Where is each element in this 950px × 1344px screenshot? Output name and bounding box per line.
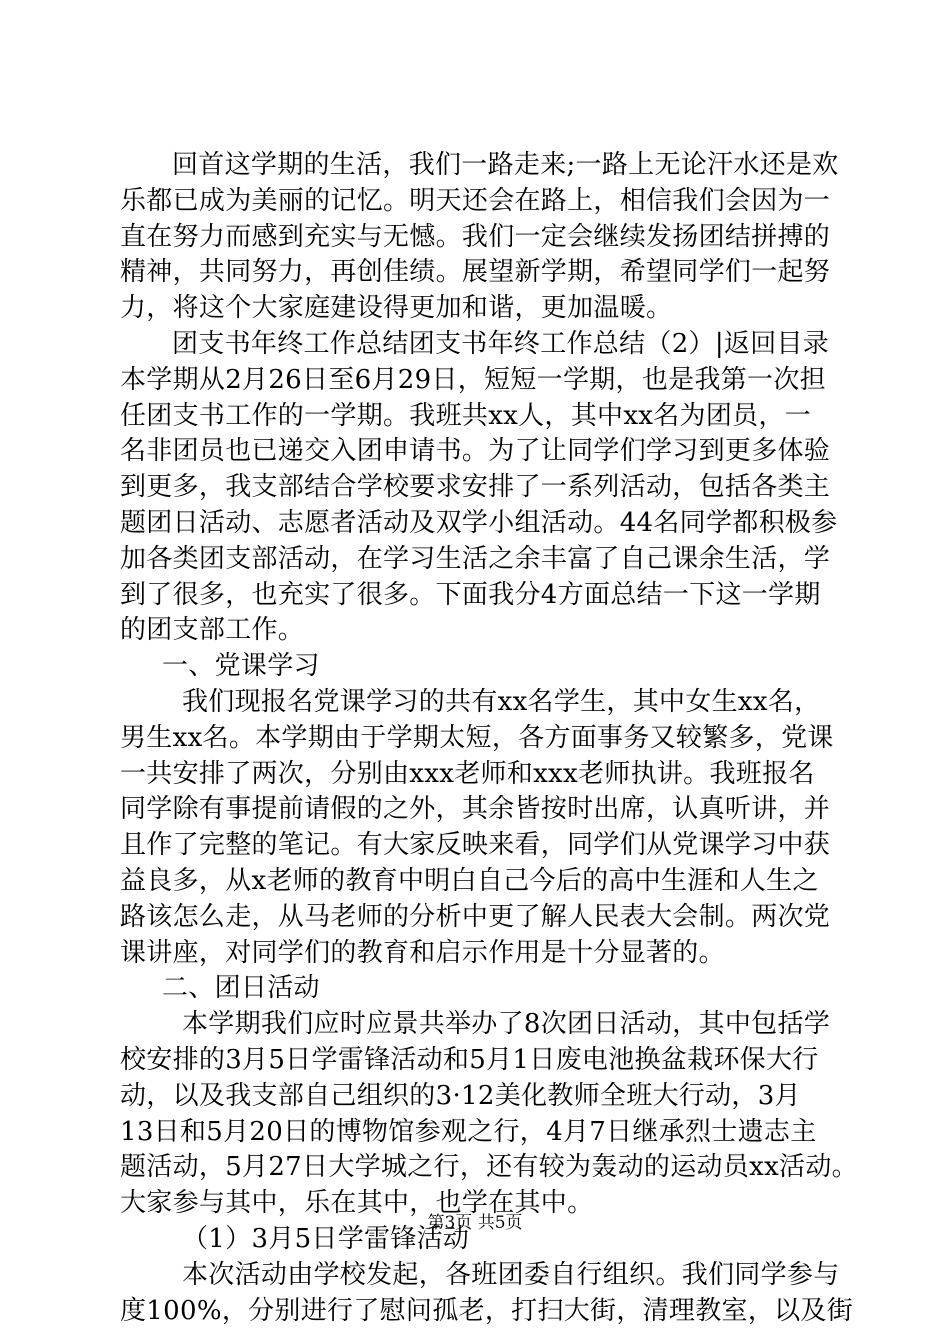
section-heading: 二、团日活动 bbox=[162, 973, 320, 1004]
paragraph-line: 男生xx名。本学期由于学期太短，各方面事务又较繁多，党课 bbox=[120, 722, 834, 753]
section-title: 团支书年终工作总结团支书年终工作总结（2）|返回目录 bbox=[172, 328, 830, 359]
paragraph-line: 13日和5月20日的博物馆参观之行，4月7日继承烈士遗志主 bbox=[120, 1116, 817, 1147]
paragraph-line: 任团支书工作的一学期。我班共xx人，其中xx名为团员，一 bbox=[120, 400, 812, 431]
subsection-heading: （1）3月5日学雷锋活动 bbox=[182, 1223, 470, 1254]
paragraph-line: 到更多，我支部结合学校要求安排了一系列活动，包括各类主 bbox=[120, 472, 831, 503]
paragraph-line: 直在努力而感到充实与无憾。我们一定会继续发扬团结拼搏的 bbox=[120, 221, 831, 252]
paragraph-line: 题团日活动、志愿者活动及双学小组活动。44名同学都积极参 bbox=[120, 507, 838, 538]
paragraph-line: 加各类团支部活动，在学习生活之余丰富了自己课余生活，学 bbox=[120, 543, 831, 574]
page-number-footer: 第3页 共5页 bbox=[427, 1213, 523, 1233]
paragraph-line: 动，以及我支部自己组织的3·12美化教师全班大行动，3月 bbox=[120, 1080, 801, 1111]
paragraph-line: 回首这学期的生活，我们一路走来;一路上无论汗水还是欢 bbox=[172, 150, 839, 180]
paragraph-line: 力，将这个大家庭建设得更加和谐，更加温暖。 bbox=[120, 293, 673, 324]
paragraph-line: 到了很多，也充实了很多。下面我分4方面总结一下这一学期 bbox=[120, 579, 821, 610]
section-heading: 一、党课学习 bbox=[162, 651, 320, 682]
paragraph-line: 一共安排了两次，分别由xxx老师和xxx老师执讲。我班报名 bbox=[120, 758, 815, 789]
document-body bbox=[120, 148, 858, 1329]
paragraph-line: 题活动，5月27日大学城之行，还有较为轰动的运动员xx活动。 bbox=[120, 1152, 858, 1183]
paragraph-line: 我们现报名党课学习的共有xx名学生，其中女生xx名， bbox=[182, 686, 821, 717]
paragraph-line: 名非团员也已递交入团申请书。为了让同学们学习到更多体验 bbox=[120, 436, 831, 467]
paragraph-line: 校安排的3月5日学雷锋活动和5月1日废电池换盆栽环保大行 bbox=[120, 1044, 819, 1075]
paragraph-line: 度100%，分别进行了慰问孤老，打扫大街，清理教室，以及街 bbox=[120, 1295, 854, 1326]
paragraph-line: 精神，共同努力，再创佳绩。展望新学期，希望同学们一起努 bbox=[120, 257, 831, 288]
paragraph-line: 乐都已成为美丽的记忆。明天还会在路上，相信我们会因为一 bbox=[120, 185, 831, 216]
paragraph-line: 本学期从2月26日至6月29日，短短一学期，也是我第一次担 bbox=[120, 364, 826, 395]
paragraph-line: 益良多，从x老师的教育中明白自己今后的高中生涯和人生之 bbox=[120, 865, 819, 896]
paragraph-line: 路该怎么走，从马老师的分析中更了解人民表大会制。两次党 bbox=[120, 901, 831, 932]
paragraph-line: 课讲座，对同学们的教育和启示作用是十分显著的。 bbox=[120, 937, 725, 968]
paragraph-line: 同学除有事提前请假的之外，其余皆按时出席，认真听讲，并 bbox=[120, 794, 831, 825]
paragraph-line: 本次活动由学校发起，各班团委自行组织。我们同学参与 bbox=[182, 1259, 840, 1290]
paragraph-line: 本学期我们应时应景共举办了8次团日活动，其中包括学 bbox=[182, 1009, 831, 1040]
paragraph-line: 且作了完整的笔记。有大家反映来看，同学们从党课学习中获 bbox=[120, 830, 831, 861]
paragraph-line: 的团支部工作。 bbox=[120, 615, 305, 646]
paragraph-line: 大家参与其中，乐在其中，也学在其中。 bbox=[120, 1188, 594, 1219]
